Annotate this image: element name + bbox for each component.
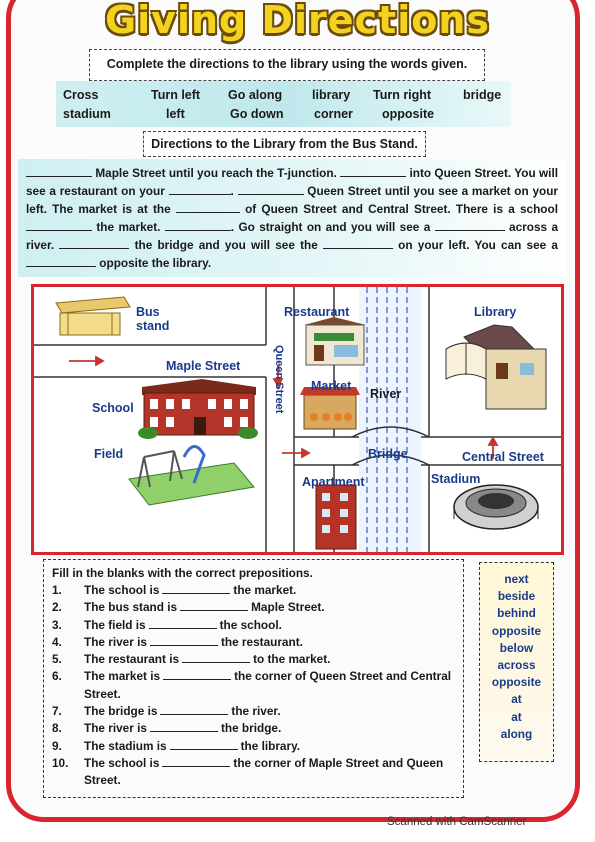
- answer-blank[interactable]: [170, 738, 238, 750]
- instruction-box: Complete the directions to the library using the words given.: [89, 49, 485, 81]
- maple-street-label: Maple Street: [166, 359, 241, 373]
- item-text: the restaurant.: [220, 634, 303, 649]
- item-text: the library.: [240, 738, 301, 753]
- paragraph-text: across a river.: [26, 220, 559, 253]
- page-title: Giving Directions: [104, 0, 491, 42]
- item-text: The river is: [84, 721, 147, 736]
- option-word: along: [500, 726, 533, 741]
- word: Turn left: [151, 88, 201, 102]
- item-text: Maple Street.: [251, 600, 325, 615]
- apartment-label: Apartment: [302, 475, 365, 489]
- exercise-item: [52, 755, 457, 790]
- item-text: The field is: [84, 617, 146, 632]
- paragraph-text: of Queen Street and Central Street. There is a school: [245, 202, 558, 217]
- market-label: Market: [311, 379, 352, 393]
- item-text: the school.: [219, 617, 282, 632]
- paragraph-text: .: [230, 184, 234, 199]
- word-bank: [56, 81, 511, 127]
- bus-stand-picture: [56, 297, 130, 335]
- market-picture: [300, 387, 360, 429]
- item-text: The bridge is: [84, 704, 158, 719]
- paragraph-text: the bridge and you will see the: [134, 238, 318, 253]
- option-word: behind: [497, 606, 536, 621]
- item-text: The restaurant is: [84, 652, 180, 667]
- option-word: opposite: [491, 675, 542, 690]
- paragraph-text: . Go straight on and you will see a: [230, 220, 431, 235]
- stadium-label: Stadium: [431, 472, 481, 486]
- item-number: 9.: [52, 738, 62, 753]
- exercise-item: [52, 634, 457, 651]
- item-number: 8.: [52, 721, 62, 736]
- word: Go along: [228, 88, 283, 102]
- item-text: The bus stand is: [84, 600, 178, 615]
- blank[interactable]: [26, 218, 92, 231]
- item-number: 3.: [52, 617, 62, 632]
- item-number: 10.: [52, 755, 69, 770]
- exercise-item: [52, 738, 457, 755]
- stadium-picture: [454, 485, 538, 529]
- word: opposite: [382, 107, 435, 121]
- word: Cross: [63, 88, 99, 102]
- item-text: The market is: [84, 669, 161, 684]
- item-number: 6.: [52, 669, 62, 684]
- exercise-item: [52, 668, 457, 703]
- answer-blank[interactable]: [150, 720, 218, 732]
- bridge-label: Bridge: [368, 447, 408, 461]
- item-text: The school is: [84, 755, 160, 770]
- answer-blank[interactable]: [162, 755, 230, 767]
- paragraph-text: into Queen Street. You will see a restaurant on your: [26, 166, 559, 199]
- exercise-item: [52, 720, 457, 737]
- item-text: the corner of Queen Street and Central Street.: [84, 669, 452, 701]
- item-number: 5.: [52, 652, 62, 667]
- paragraph-text: the market.: [96, 220, 161, 235]
- directions-paragraph: [18, 159, 566, 277]
- field-label: Field: [94, 447, 124, 461]
- item-number: 1.: [52, 583, 62, 597]
- item-text: The river is: [84, 634, 147, 649]
- item-text: the river.: [231, 704, 281, 719]
- answer-blank[interactable]: [180, 599, 248, 611]
- item-text: The stadium is: [84, 738, 167, 753]
- answer-blank[interactable]: [162, 582, 230, 594]
- option-word: beside: [497, 589, 536, 604]
- item-text: The school is: [84, 583, 160, 597]
- blank[interactable]: [26, 164, 92, 177]
- blank[interactable]: [323, 236, 393, 249]
- bus-stand-label: Bus stand: [136, 305, 170, 333]
- item-number: 7.: [52, 704, 62, 719]
- queen-street-label: Queen Street: [273, 345, 285, 414]
- answer-blank[interactable]: [163, 668, 231, 680]
- river-label: River: [370, 387, 402, 401]
- town-map: [31, 284, 564, 555]
- blank[interactable]: [59, 236, 129, 249]
- central-street-label: Central Street: [462, 450, 544, 464]
- exercise-item: [52, 651, 457, 668]
- word: library: [312, 88, 351, 102]
- paragraph-text: on your left. You can see a: [398, 238, 558, 253]
- field-picture: [129, 446, 254, 505]
- item-text: the corner of Maple Street and Queen Street.: [84, 755, 444, 788]
- answer-blank[interactable]: [160, 703, 228, 715]
- word: left: [166, 107, 185, 121]
- answer-blank[interactable]: [182, 651, 250, 663]
- exercise-item: [52, 703, 457, 720]
- blank[interactable]: [176, 200, 240, 213]
- blank[interactable]: [435, 218, 505, 231]
- paragraph-text: opposite the library.: [99, 256, 212, 271]
- option-word: next: [504, 572, 529, 586]
- blank[interactable]: [340, 164, 406, 177]
- answer-blank[interactable]: [150, 634, 218, 646]
- exercise-item: [52, 582, 457, 599]
- blank[interactable]: [169, 182, 231, 195]
- library-picture: [446, 325, 546, 409]
- word: corner: [314, 107, 353, 121]
- word: stadium: [63, 107, 111, 121]
- item-text: to the market.: [253, 652, 331, 667]
- restaurant-label: Restaurant: [284, 305, 350, 319]
- school-label: School: [92, 401, 134, 415]
- preposition-options: [479, 562, 554, 762]
- blank[interactable]: [238, 182, 304, 195]
- apartment-picture: [316, 485, 356, 549]
- exercise-item: [52, 599, 457, 616]
- subheading: Directions to the Library from the Bus Stand.: [143, 131, 426, 157]
- word: Go down: [230, 107, 284, 121]
- scanner-footer: Scanned with CamScanner: [387, 816, 527, 828]
- exercise-heading: Fill in the blanks with the correct prepositions.: [52, 566, 313, 580]
- library-label: Library: [474, 305, 517, 319]
- item-number: 2.: [52, 600, 62, 615]
- item-number: 4.: [52, 634, 62, 649]
- answer-blank[interactable]: [149, 617, 217, 629]
- word: Turn right: [373, 88, 432, 102]
- map-drawing: [34, 287, 561, 552]
- option-word: across: [497, 658, 536, 673]
- option-word: at: [511, 709, 522, 724]
- paragraph-text: Queen Street until you see a market on your left. The market is at the: [26, 184, 559, 217]
- school-picture: [138, 379, 258, 439]
- restaurant-picture: [304, 317, 366, 365]
- blank[interactable]: [165, 218, 231, 231]
- preposition-exercise: [43, 559, 464, 798]
- paragraph-text: Maple Street until you reach the T-junction.: [95, 166, 337, 180]
- exercise-item: [52, 617, 457, 634]
- item-text: the market.: [233, 583, 297, 597]
- word: bridge: [463, 88, 502, 102]
- blank[interactable]: [26, 254, 96, 267]
- option-word: below: [499, 640, 534, 655]
- item-text: the bridge.: [220, 721, 282, 736]
- option-word: opposite: [491, 623, 542, 638]
- option-word: at: [511, 692, 522, 707]
